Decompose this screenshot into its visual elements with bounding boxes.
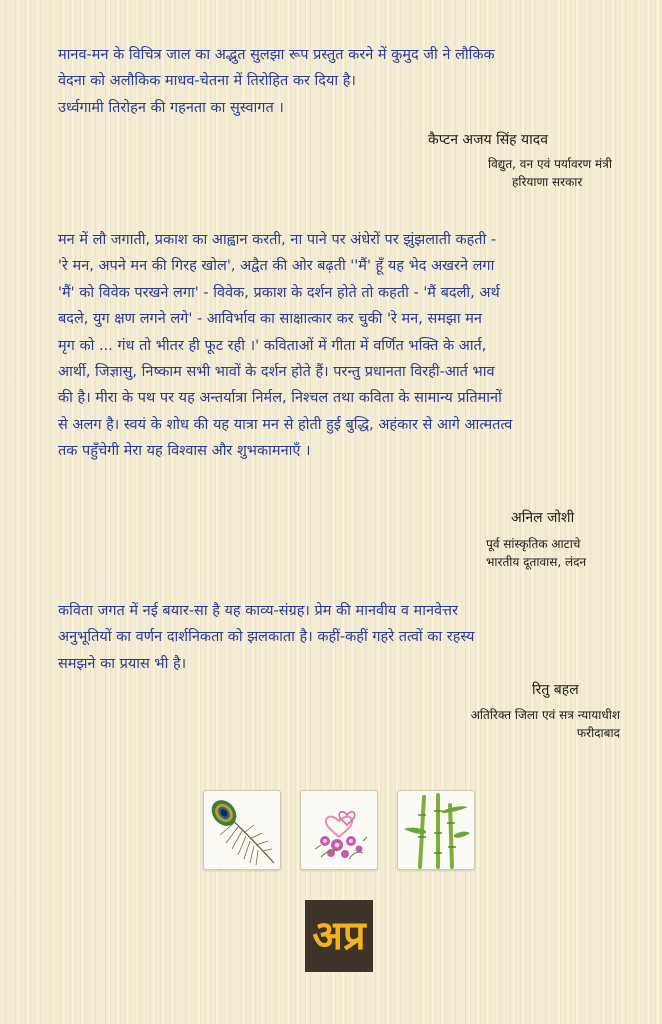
review-3-line: अनुभूतियों का वर्णन दार्शनिकता को झलकाता है। कहीं-कहीं गहरे तत्वों का रहस्य [58, 629, 475, 646]
reviewer-designation: विद्युत, वन एवं पर्यावरण मंत्री [488, 157, 612, 171]
publisher-logo-text: अप्र [312, 912, 366, 959]
hearts-flowers-icon [300, 790, 378, 870]
review-3-line: समझने का प्रयास भी है। [58, 655, 187, 672]
review-2-line: बदले, युग क्षण लगने लगे' - आविर्भाव का साक्षात्कार कर चुकी 'रे मन, समझा मन [58, 311, 482, 328]
review-3-signature [532, 680, 579, 699]
reviewer-designation: हरियाणा सरकार [512, 175, 583, 189]
bamboo-icon [397, 790, 475, 870]
reviewer-name: कैप्टन अजय सिंह यादव [428, 132, 549, 148]
peacock-feather-icon [203, 790, 281, 870]
review-2-line: 'मैं' को विवेक परखने लगा' - विवेक, प्रकाश के दर्शन होते तो कहती - 'मैं बदली, अर्थ [58, 284, 500, 301]
review-2-line: की है। मीरा के पथ पर यह अन्तर्यात्रा निर्मल, निश्चल तथा कविता के सामान्य प्रतिमानों [58, 390, 502, 407]
review-text-2 [58, 227, 618, 465]
review-2-line: 'रे मन, अपने मन की गिरह खोल', अद्वैत की ओर बढ़ती ''मैं' हूँ यह भेद अखरने लगा [58, 258, 495, 275]
review-3-designation [428, 706, 620, 742]
publisher-logo [305, 900, 373, 972]
reviewer-designation: भारतीय दूतावास, लंदन [486, 555, 587, 569]
review-2-line: मृग को ... गंध तो भीतर ही फूट रही ।' कविताओं में गीता में वर्णित भक्ति के आर्त, [58, 337, 487, 354]
reviewer-designation: पूर्व सांस्कृतिक आटाचे [486, 537, 581, 551]
review-2-line: तक पहुँचेगी मेरा यह विश्वास और शुभकामनाएँ । [58, 443, 311, 460]
reviewer-name: रितु बहल [532, 682, 579, 698]
review-text-1 [58, 42, 618, 121]
review-1-line: उर्ध्वगामी तिरोहन की गहनता का सुस्वागत । [58, 99, 284, 116]
review-text-3 [58, 598, 618, 677]
reviewer-designation: फरीदाबाद [576, 726, 620, 740]
reviewer-designation: अतिरिक्त जिला एवं सत्र न्यायाधीश [470, 708, 620, 722]
review-2-line: मन में लौ जगाती, प्रकाश का आह्वान करती, ना पाने पर अंधेरों पर झुंझलाती कहती - [58, 232, 497, 248]
review-2-designation [486, 535, 586, 571]
reviewer-name: अनिल जोशी [511, 510, 575, 526]
review-1-line: वेदना को अलौकिक माधव-चेतना में तिरोहित कर दिया है। [58, 73, 356, 90]
review-2-line: आर्थी, जिज्ञासु, निष्काम सभी भावों के दर्शन होते हैं। परन्तु प्रधानता विरही-आर्त भाव [58, 364, 495, 381]
review-1-line: मानव-मन के विचित्र जाल का अद्भुत सुलझा रूप प्रस्तुत करने में कुमुद जी ने लौकिक [58, 47, 495, 63]
review-2-signature [511, 508, 574, 527]
review-1-signature [428, 130, 612, 191]
review-2-line: से अलग है। स्वयं के शोध की यह यात्रा मन से होती हुई बुद्धि, अहंकार से आगे आत्मतत्व [58, 416, 513, 433]
review-3-line: कविता जगत में नई बयार-सा है यह काव्य-संग्रह। प्रेम की मानवीय व मानवेत्तर [58, 603, 459, 619]
